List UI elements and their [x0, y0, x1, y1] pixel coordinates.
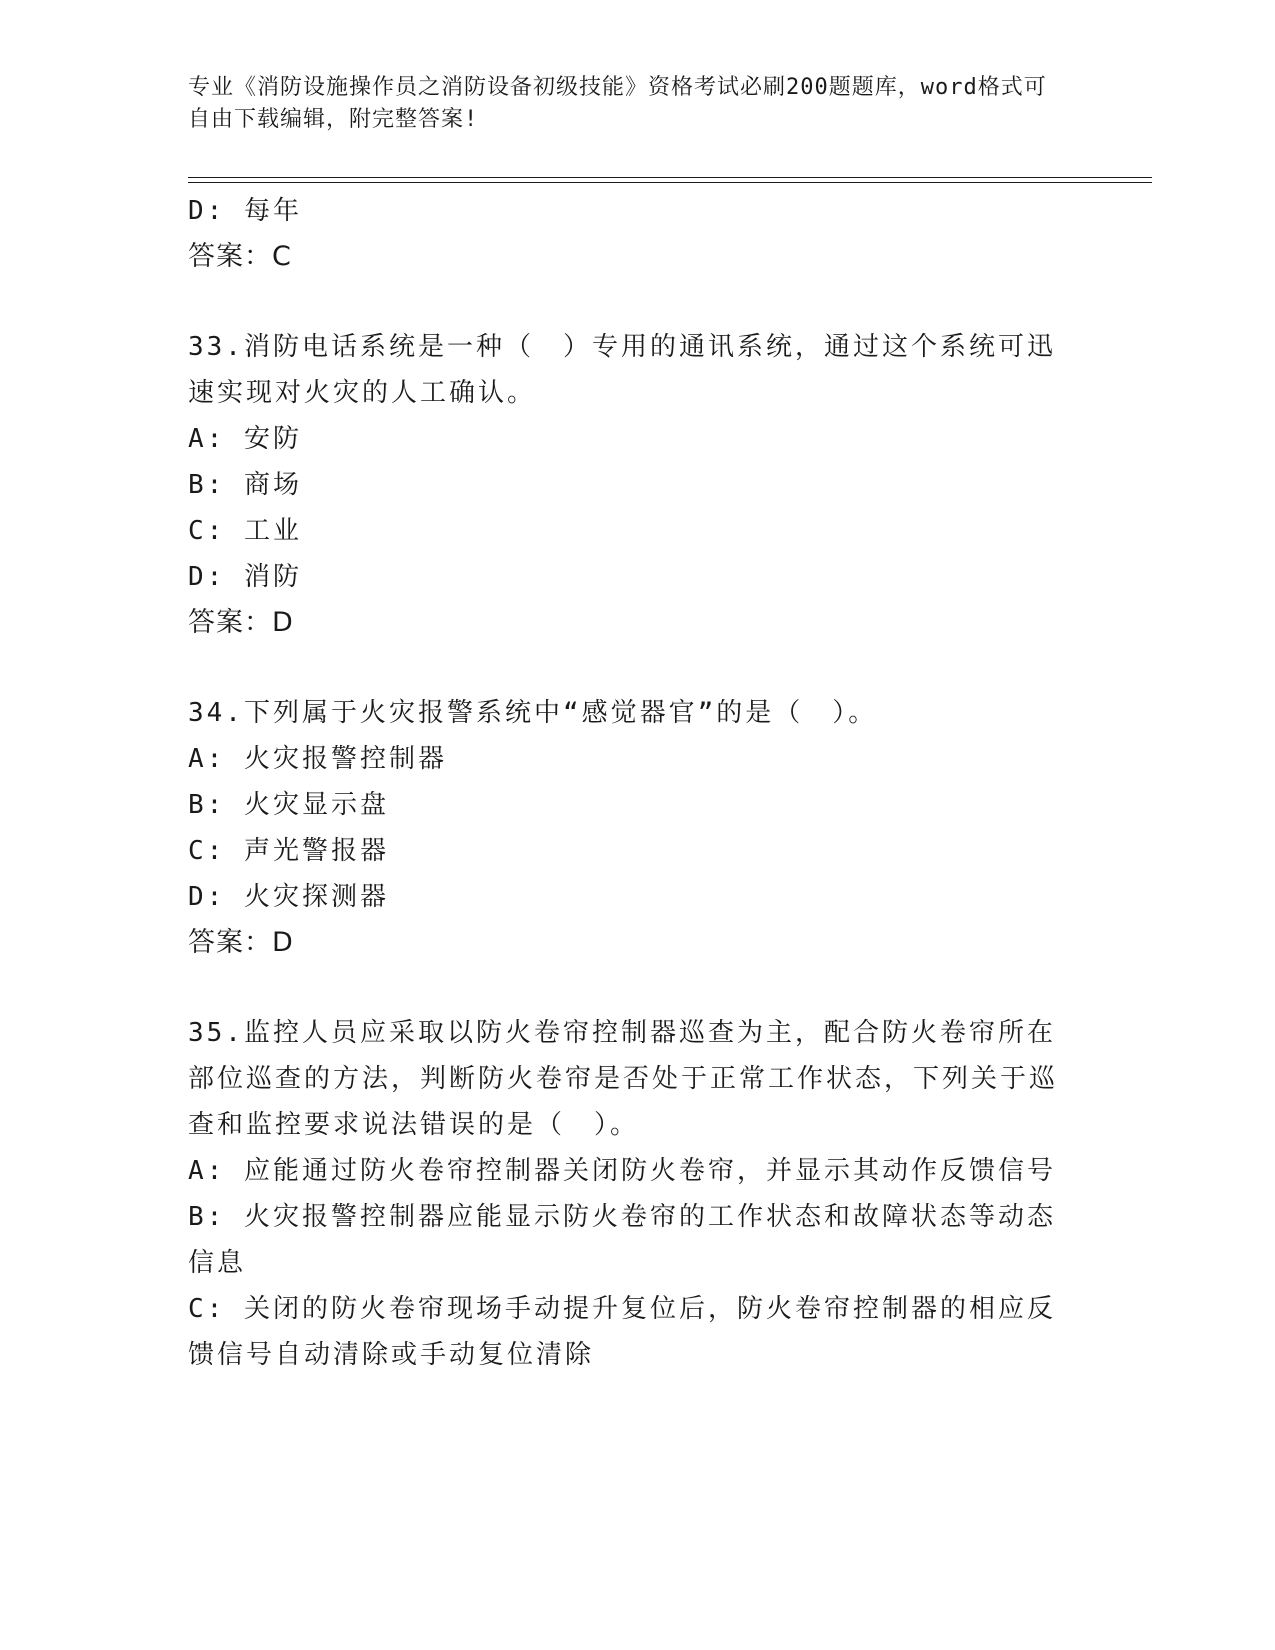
- header-rule-bottom: [188, 182, 1152, 183]
- spacer: [188, 280, 1078, 324]
- question-34-option-b: B: 火灾显示盘: [188, 790, 389, 820]
- prev-option-d: D: 每年: [188, 196, 302, 226]
- question-33-option-d: D: 消防: [188, 562, 302, 592]
- question-33-option-c: C: 工业: [188, 516, 302, 546]
- question-33-option-b: B: 商场: [188, 470, 302, 500]
- question-33-stem: 33.消防电话系统是一种（ ）专用的通讯系统，通过这个系统可迅速实现对火灾的人工确认。: [188, 332, 1056, 408]
- question-33-answer: 答案：D: [188, 607, 294, 638]
- question-content: [188, 188, 1078, 1378]
- question-35-option-b: B: 火灾报警控制器应能显示防火卷帘的工作状态和故障状态等动态信息: [188, 1202, 1056, 1278]
- document-header: 专业《消防设施操作员之消防设备初级技能》资格考试必刷200题题库，word格式可自由下载编辑，附完整答案!: [188, 75, 1047, 132]
- question-35-option-c: C: 关闭的防火卷帘现场手动提升复位后，防火卷帘控制器的相应反馈信号自动清除或手动复位清除: [188, 1294, 1056, 1370]
- spacer: [188, 646, 1078, 690]
- question-34-option-d: D: 火灾探测器: [188, 882, 389, 912]
- header-rule-top: [188, 177, 1152, 178]
- question-34-stem: 34.下列属于火灾报警系统中“感觉器官”的是（ ）。: [188, 698, 878, 728]
- question-34-answer: 答案：D: [188, 927, 294, 958]
- question-34-option-c: C: 声光警报器: [188, 836, 389, 866]
- question-35-stem: 35.监控人员应采取以防火卷帘控制器巡查为主，配合防火卷帘所在部位巡查的方法，判断防火卷帘是否处于正常工作状态，下列关于巡查和监控要求说法错误的是（ ）。: [188, 1018, 1059, 1140]
- question-33-option-a: A: 安防: [188, 424, 302, 454]
- spacer: [188, 966, 1078, 1010]
- question-35-option-a: A: 应能通过防火卷帘控制器关闭防火卷帘，并显示其动作反馈信号: [188, 1156, 1056, 1186]
- prev-answer: 答案：C: [188, 241, 292, 272]
- question-34-option-a: A: 火灾报警控制器: [188, 744, 447, 774]
